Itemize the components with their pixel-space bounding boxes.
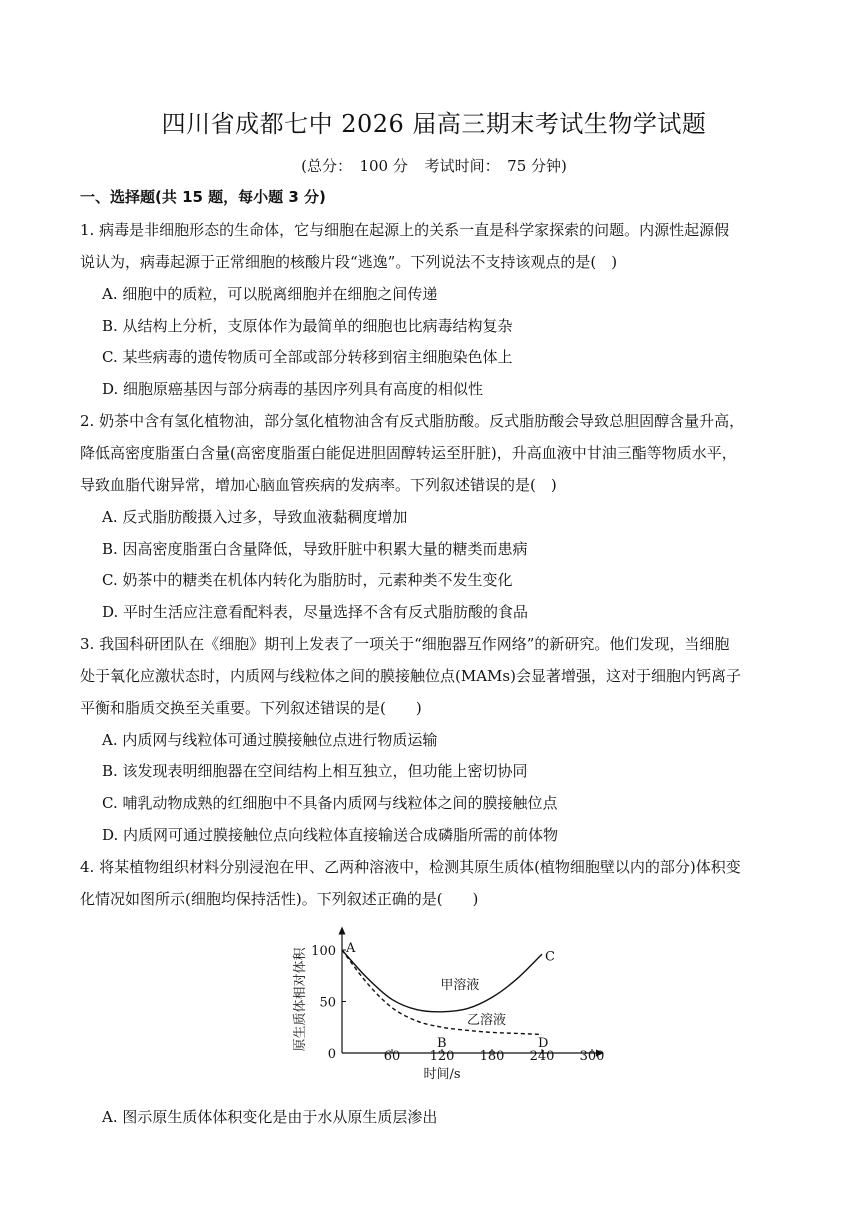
question-1-option-b: B. 从结构上分析，支原体作为最简单的细胞也比病毒结构复杂 bbox=[102, 317, 513, 335]
question-1-stem-line: 1. 病毒是非细胞形态的生命体，它与细胞在起源上的关系一直是科学家探索的问题。内源性起源假 bbox=[80, 221, 730, 239]
question-1-option-c: C. 某些病毒的遗传物质可全部或部分转移到宿主细胞染色体上 bbox=[102, 348, 513, 366]
protoplast-volume-chart bbox=[282, 898, 605, 1093]
y-tick-label: 50 bbox=[319, 995, 336, 1011]
question-2-stem-line: 导致血脂代谢异常，增加心脑血管疾病的发病率。下列叙述错误的是( ) bbox=[80, 476, 557, 494]
x-tick-label: 300 bbox=[579, 1049, 605, 1064]
section-heading: 一、选择题(共 15 题，每小题 3 分) bbox=[80, 188, 326, 206]
question-1-option-a: A. 细胞中的质粒，可以脱离细胞并在细胞之间传递 bbox=[102, 285, 438, 303]
point-label-c: C bbox=[545, 949, 555, 965]
x-tick-label: 60 bbox=[383, 1049, 401, 1064]
question-2-option-b: B. 因高密度脂蛋白含量降低，导致肝脏中积累大量的糖类而患病 bbox=[102, 540, 528, 558]
series-label-yi: 乙溶液 bbox=[467, 1013, 507, 1029]
x-tick-label: 120 bbox=[429, 1049, 455, 1064]
chart-labels bbox=[345, 941, 555, 1051]
x-tick-label: 180 bbox=[479, 1049, 505, 1064]
question-3-option-b: B. 该发现表明细胞器在空间结构上相互独立，但功能上密切协同 bbox=[102, 762, 528, 780]
question-3-option-a: A. 内质网与线粒体可通过膜接触位点进行物质运输 bbox=[102, 731, 438, 749]
point-label-b: B bbox=[437, 1036, 447, 1051]
y-axis-arrow bbox=[339, 927, 346, 935]
question-4-stem-line: 4. 将某植物组织材料分别浸泡在甲、乙两种溶液中，检测其原生质体(植物细胞壁以内的部分)体积变 bbox=[80, 858, 741, 876]
question-2-option-d: D. 平时生活应注意看配料表，尽量选择不含有反式脂肪酸的食品 bbox=[102, 603, 529, 621]
x-tick-label: 240 bbox=[529, 1049, 555, 1064]
y-tick-label: 100 bbox=[311, 944, 336, 959]
question-2-option-a: A. 反式脂肪酸摄入过多，导致血液黏稠度增加 bbox=[102, 508, 408, 526]
total-score: (总分： 100 分 bbox=[301, 157, 408, 175]
question-2-stem-line: 降低高密度脂蛋白含量(高密度脂蛋白能促进胆固醇转运至肝脏)，升高血液中甘油三酯等物质水平， bbox=[80, 444, 737, 462]
question-1-option-d: D. 细胞原癌基因与部分病毒的基因序列具有高度的相似性 bbox=[102, 380, 484, 398]
question-3-stem-line: 平衡和脂质交换至关重要。下列叙述错误的是( ) bbox=[80, 699, 422, 717]
question-2-option-c: C. 奶茶中的糖类在机体内转化为脂肪时，元素种类不发生变化 bbox=[102, 571, 513, 589]
chart-axes bbox=[292, 927, 604, 1082]
exam-time: 考试时间： 75 分钟) bbox=[424, 157, 567, 175]
question-4-option-a: A. 图示原生质体体积变化是由于水从原生质层渗出 bbox=[102, 1108, 438, 1126]
question-3-stem-line: 3. 我国科研团队在《细胞》期刊上发表了一项关于“细胞器互作网络”的新研究。他们发现，当细胞 bbox=[80, 635, 730, 653]
question-3-option-c: C. 哺乳动物成熟的红细胞中不具备内质网与线粒体之间的膜接触位点 bbox=[102, 794, 558, 812]
page-title: 四川省成都七中 2026 届高三期末考试生物学试题 bbox=[161, 110, 707, 138]
point-label-a: A bbox=[346, 941, 356, 956]
y-axis-label: 原生质体相对体积 bbox=[293, 947, 308, 1052]
question-3-option-d: D. 内质网可通过膜接触位点向线粒体直接输送合成磷脂所需的前体物 bbox=[102, 826, 559, 844]
question-1-stem-line: 说认为，病毒起源于正常细胞的核酸片段“逃逸”。下列说法不支持该观点的是( ) bbox=[80, 253, 618, 271]
question-2-stem-line: 2. 奶茶中含有氢化植物油，部分氢化植物油含有反式脂肪酸。反式脂肪酸会导致总胆固醇含量升高， bbox=[80, 412, 745, 430]
series-label-jia: 甲溶液 bbox=[440, 978, 480, 994]
exam-meta bbox=[0, 155, 868, 176]
y-tick-label: 0 bbox=[327, 1047, 336, 1062]
question-4-stem-line: 化情况如图所示(细胞均保持活性)。下列叙述正确的是( ) bbox=[80, 890, 479, 908]
x-axis-label: 时间/s bbox=[423, 1067, 461, 1082]
point-label-d: D bbox=[538, 1036, 549, 1051]
question-3-stem-line: 处于氧化应激状态时，内质网与线粒体之间的膜接触位点(MAMs)会显著增强，这对于细胞内钙离子 bbox=[80, 667, 741, 685]
